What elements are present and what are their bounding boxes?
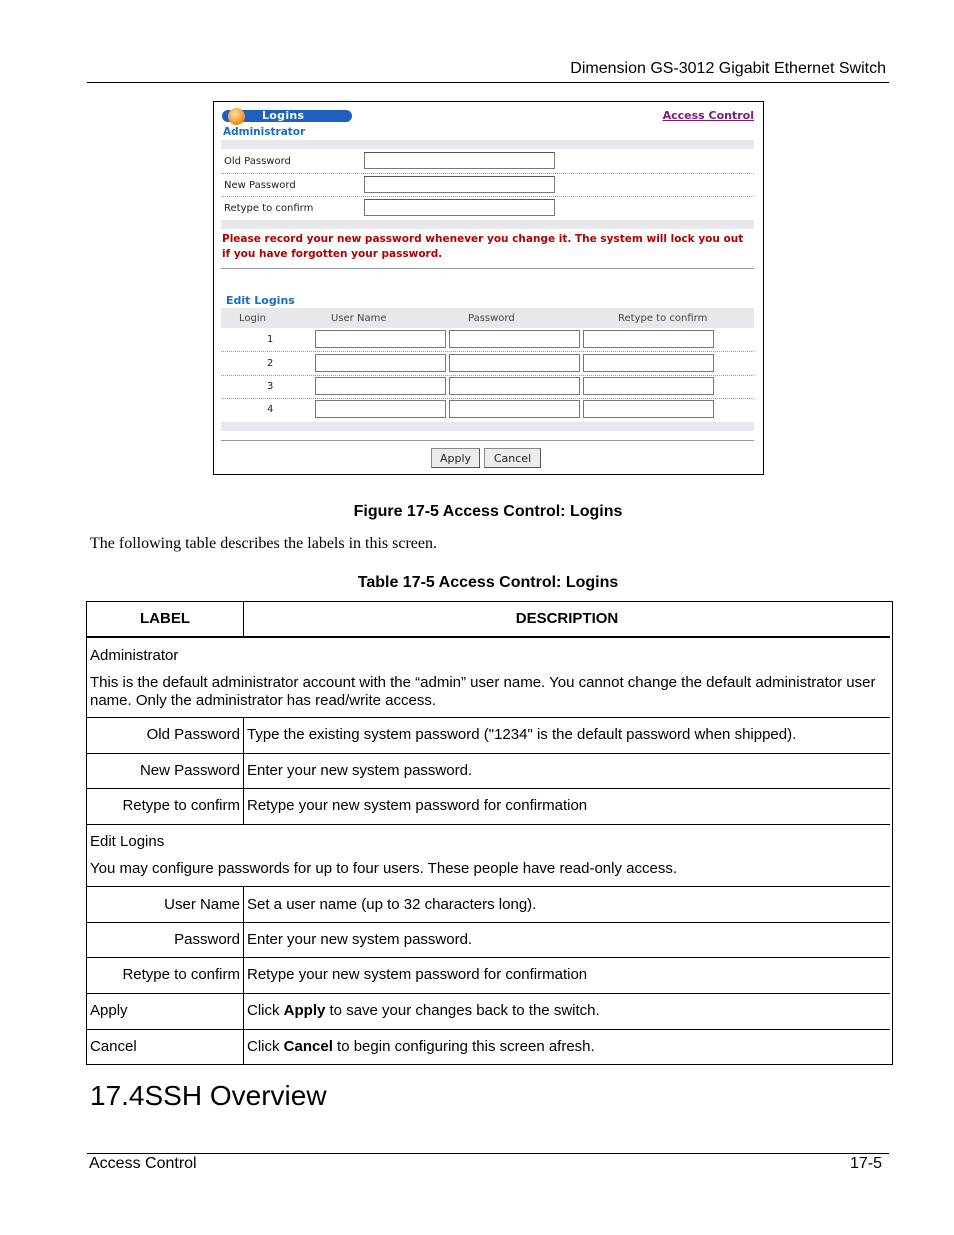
password-input-2[interactable] (449, 354, 580, 372)
retype-input-2[interactable] (583, 354, 714, 372)
figure-caption: Figure 17-5 Access Control: Logins (353, 503, 623, 520)
table-row (87, 993, 890, 1029)
intro-paragraph: The following table describes the labels in this screen. (90, 535, 438, 552)
table-row (87, 717, 890, 753)
access-control-link[interactable]: Access Control (662, 109, 754, 122)
password-input-3[interactable] (449, 377, 580, 395)
new-password-input[interactable] (364, 176, 555, 193)
apply-button[interactable]: Apply (431, 448, 480, 468)
administrator-section-title: Administrator (223, 126, 306, 138)
group-description: This is the default administrator account with the “admin” user name. You cannot change the default administrator user name. Only the administrator has read/write access. (90, 674, 876, 709)
row-description: Click Apply to save your changes back to the switch. (247, 1002, 600, 1019)
row-description: Retype your new system password for confirmation (247, 797, 588, 814)
row-divider (221, 398, 754, 399)
row-description: Enter your new system password. (247, 762, 473, 779)
row-label: Cancel (90, 1038, 137, 1055)
retype-input-4[interactable] (583, 400, 714, 418)
row-divider (221, 196, 754, 197)
column-login: Login (239, 313, 266, 324)
footer-rule (87, 1153, 889, 1154)
table-row (87, 753, 890, 788)
buttons-divider (221, 440, 754, 441)
logins-tab-label: Logins (262, 109, 305, 122)
column-user-name: User Name (331, 313, 387, 324)
column-password: Password (468, 313, 515, 324)
table-row (87, 957, 890, 993)
table-caption: Table 17-5 Access Control: Logins (357, 574, 619, 591)
row-divider (221, 351, 754, 352)
retype-input-3[interactable] (583, 377, 714, 395)
user-name-input-1[interactable] (315, 330, 446, 348)
row-label: User Name (164, 896, 240, 913)
row-description: Set a user name (up to 32 characters long). (247, 896, 537, 913)
row-description: Type the existing system password ("1234" is the default password when shipped). (247, 726, 797, 743)
group-title: Edit Logins (90, 833, 165, 850)
table-group-row (87, 636, 890, 718)
row-label: Password (174, 931, 240, 948)
admin-footer-bar (221, 220, 754, 229)
row-divider (221, 173, 754, 174)
row-label: Retype to confirm (122, 966, 240, 983)
table-row (87, 788, 890, 824)
logins-screenshot (213, 101, 764, 475)
table-header-row (87, 602, 890, 636)
login-row-number: 2 (267, 358, 274, 369)
user-name-input-3[interactable] (315, 377, 446, 395)
row-description: Click Cancel to begin configuring this screen afresh. (247, 1038, 595, 1055)
logins-orb-icon (228, 108, 245, 125)
retype-confirm-input[interactable] (364, 199, 555, 216)
user-name-input-2[interactable] (315, 354, 446, 372)
edit-logins-section-title: Edit Logins (226, 294, 295, 307)
retype-input-1[interactable] (583, 330, 714, 348)
column-retype-confirm: Retype to confirm (618, 313, 708, 324)
label-column-header: LABEL (140, 610, 190, 627)
table-group-row (87, 824, 890, 887)
password-input-1[interactable] (449, 330, 580, 348)
new-password-label: New Password (224, 180, 296, 191)
password-warning: Please record your new password whenever you change it. The system will lock you out if you have forgotten your password. (222, 233, 744, 260)
login-row-number: 4 (267, 404, 274, 415)
retype-confirm-label: Retype to confirm (224, 203, 314, 214)
section-divider (221, 268, 754, 269)
row-label: New Password (139, 762, 240, 779)
old-password-input[interactable] (364, 152, 555, 169)
footer-chapter: Access Control (89, 1155, 197, 1172)
table-row (87, 886, 890, 922)
footer-page-number: 17-5 (849, 1155, 882, 1172)
group-description: You may configure passwords for up to four users. These people have read-only access. (90, 860, 677, 877)
admin-header-bar (221, 140, 754, 149)
cancel-button[interactable]: Cancel (484, 448, 541, 468)
group-title: Administrator (90, 647, 179, 664)
row-divider (221, 375, 754, 376)
table-row (87, 1029, 890, 1065)
login-row-number: 3 (267, 381, 274, 392)
row-description: Retype your new system password for confirmation (247, 966, 588, 983)
row-label: Retype to confirm (122, 797, 240, 814)
login-row-number: 1 (267, 334, 274, 345)
row-label: Apply (90, 1002, 128, 1019)
section-heading: 17.4SSH Overview (90, 1080, 327, 1111)
password-input-4[interactable] (449, 400, 580, 418)
header-rule (87, 82, 889, 83)
row-description: Enter your new system password. (247, 931, 473, 948)
table-row (87, 922, 890, 957)
labels-description-table (86, 601, 893, 1065)
page-header-title: Dimension GS-3012 Gigabit Ethernet Switch (570, 60, 886, 77)
row-label: Old Password (146, 726, 240, 743)
description-column-header: DESCRIPTION (515, 610, 619, 627)
edit-logins-footer-bar (221, 422, 754, 431)
old-password-label: Old Password (224, 156, 291, 167)
user-name-input-4[interactable] (315, 400, 446, 418)
